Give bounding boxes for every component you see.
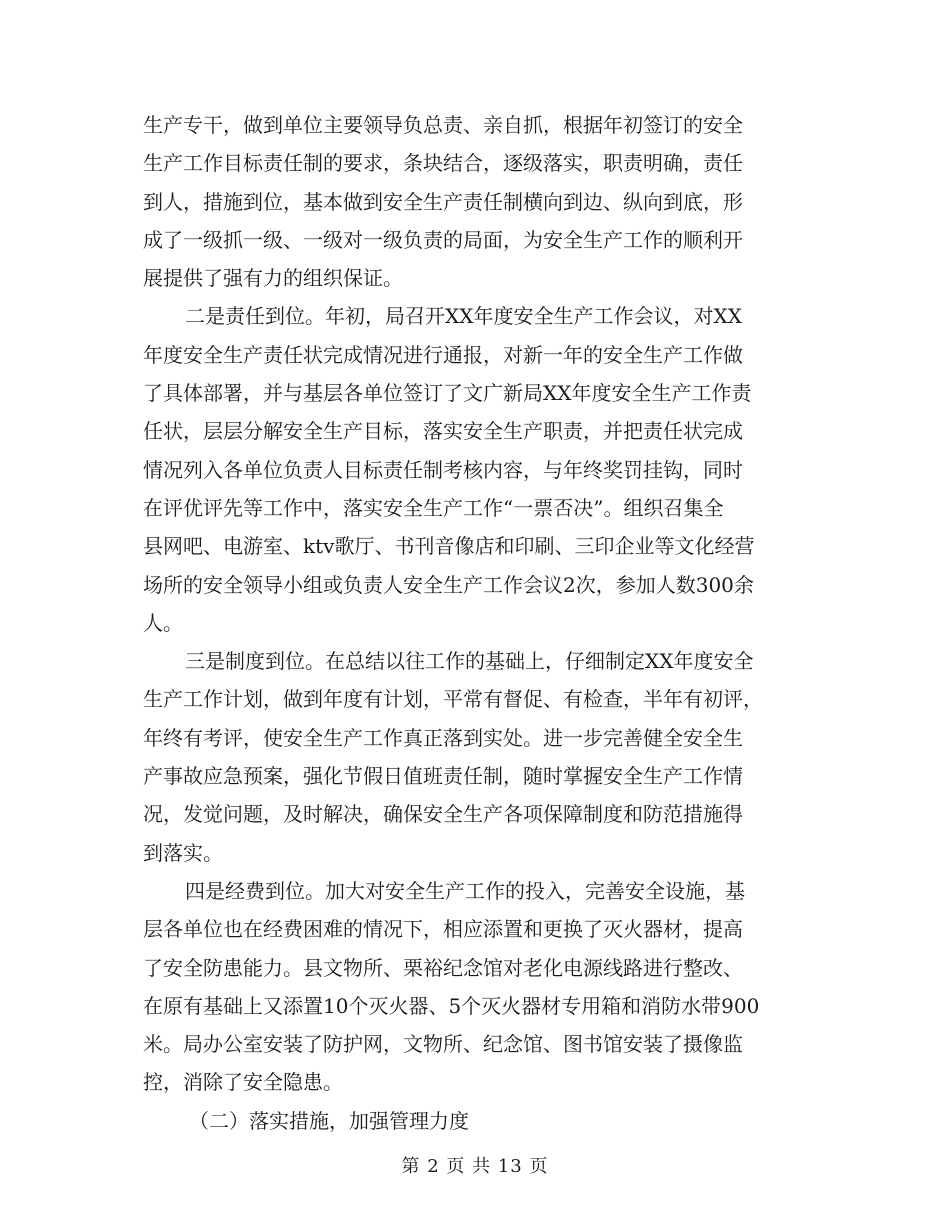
body-line: 任状，层层分解安全生产目标，落实安全生产职责，并把责任状完成: [143, 419, 743, 444]
body-line: 情况列入各单位负责人目标责任制考核内容，与年终奖罚挂钩，同时: [143, 457, 743, 482]
body-line: 四是经费到位。加大对安全生产工作的投入，完善安全设施，基: [185, 878, 745, 903]
body-line: 在原有基础上又添置10个灭火器、5个灭火器材专用箱和消防水带900: [143, 993, 760, 1018]
body-line: 县网吧、电游室、ktv歌厅、书刊音像店和印刷、三印企业等文化经营: [143, 534, 755, 559]
body-line: 生产工作计划，做到年度有计划，平常有督促、有检查，半年有初评，: [143, 687, 763, 712]
body-line: 在评优评先等工作中，落实安全生产工作“一票否决”。组织召集全: [143, 495, 724, 520]
body-line: 层各单位也在经费困难的情况下，相应添置和更换了灭火器材，提高: [143, 917, 743, 942]
body-line: 成了一级抓一级、一级对一级负责的局面，为安全生产工作的顺利开: [143, 227, 743, 252]
body-text: [143, 106, 813, 1140]
body-line: 三是制度到位。在总结以往工作的基础上，仔细制定XX年度安全: [185, 649, 754, 674]
body-line: 生产专干，做到单位主要领导负总责、亲自抓，根据年初签订的安全: [143, 113, 743, 137]
body-line: 了具体部署，并与基层各单位签订了文广新局XX年度安全生产工作责: [143, 381, 752, 406]
page-footer: 第 2 页 共 13 页: [401, 1156, 549, 1177]
body-line: 生产工作目标责任制的要求，条块结合，逐级落实，职责明确，责任: [143, 151, 743, 176]
body-line: 到落实。: [143, 840, 223, 865]
body-line: 产事故应急预案，强化节假日值班责任制，随时掌握安全生产工作情: [143, 764, 743, 789]
body-line: 到人，措施到位，基本做到安全生产责任制横向到边、纵向到底，形: [143, 189, 743, 214]
body-line: 场所的安全领导小组或负责人安全生产工作会议2次，参加人数300余: [143, 572, 754, 597]
body-line: 展提供了强有力的组织保证。: [143, 266, 403, 291]
body-line: 年度安全生产责任状完成情况进行通报，对新一年的安全生产工作做: [143, 342, 743, 367]
body-line: 控，消除了安全隐患。: [143, 1070, 343, 1095]
body-line: 年终有考评，使安全生产工作真正落到实处。进一步完善健全安全生: [143, 725, 743, 750]
body-line: 况，发觉问题，及时解决，确保安全生产各项保障制度和防范措施得: [143, 802, 743, 827]
section-heading: （二）落实措施，加强管理力度: [189, 1108, 469, 1133]
body-line: 了安全防患能力。县文物所、栗裕纪念馆对老化电源线路进行整改、: [143, 955, 743, 980]
body-line: 二是责任到位。年初，局召开XX年度安全生产工作会议，对XX: [185, 304, 742, 329]
body-line: 人。: [143, 610, 183, 635]
body-line: 米。局办公室安装了防护网，文物所、纪念馆、图书馆安装了摄像监: [143, 1032, 743, 1057]
